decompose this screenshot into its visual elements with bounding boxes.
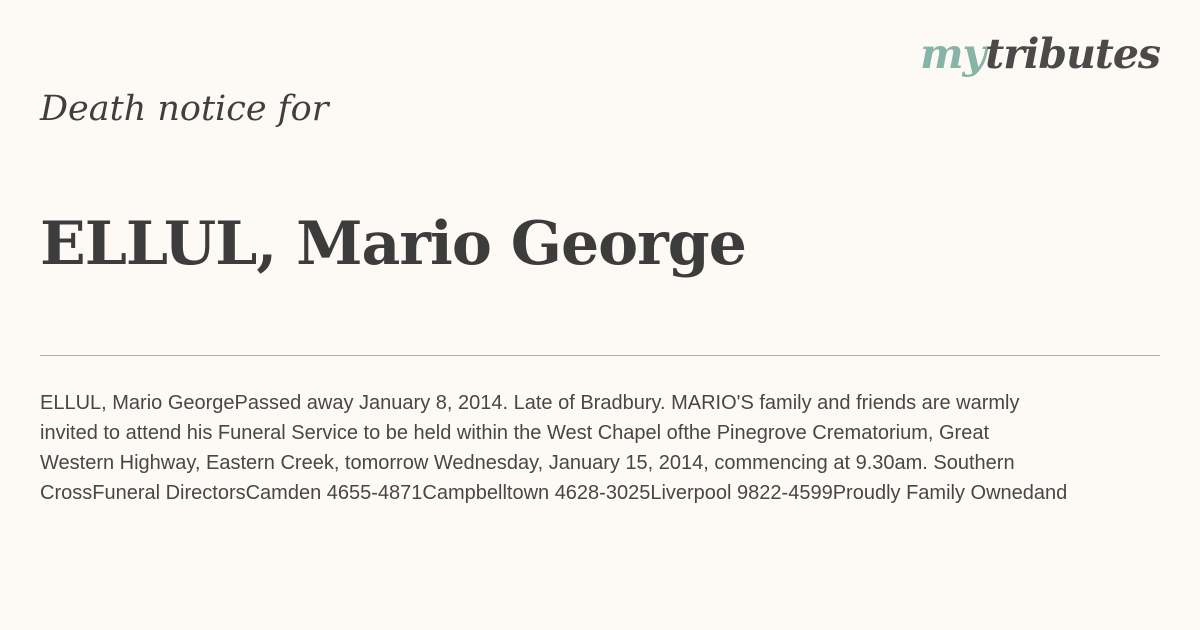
section-divider	[40, 355, 1160, 356]
mytributes-logo[interactable]	[920, 30, 1160, 79]
logo-part-tributes: tributes	[985, 30, 1160, 78]
notice-kicker: Death notice for	[40, 89, 329, 129]
deceased-name: ELLUL, Mario George	[40, 209, 746, 279]
logo-part-my: my	[920, 30, 986, 78]
notice-body: ELLUL, Mario GeorgePassed away January 8, 2014. Late of Bradbury. MARIO'S family and friends are warmly invited to attend his Funeral Service to be held within the West Chapel ofthe Pinegrove Crematorium, Great Western Highway, Eastern Creek, tomorrow Wednesday, January 15, 2014, commencing at 9.30am. Southern CrossFuneral DirectorsCamden 4655-4871Campbelltown 4628-3025Liverpool 9822-4599Proudly Family Ownedand	[40, 392, 1068, 504]
